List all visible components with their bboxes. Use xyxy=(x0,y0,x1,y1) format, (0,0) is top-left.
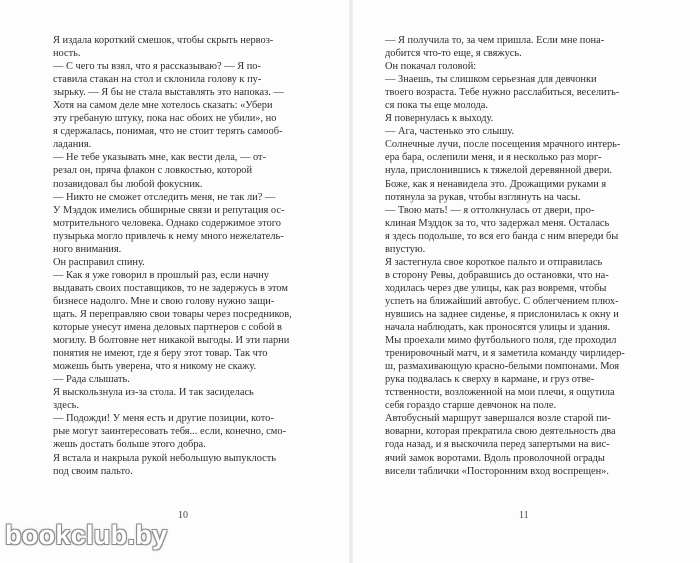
left-page-text xyxy=(53,34,315,478)
text-line: выдавать своих поставщиков, то не задержусь в этом xyxy=(53,282,289,294)
text-line: бизнесе надолго. Мне и свою голову нужно защи- xyxy=(53,295,275,307)
text-line: потянула за рукав, чтобы взглянуть на часы. xyxy=(385,191,581,203)
text-line: я сдержалась, понимая, что не стоит терять самооб- xyxy=(53,126,283,138)
text-line: тренировочный матч, и я заметила команду чирлидер- xyxy=(385,348,625,360)
text-line: ера бара, ослепили меня, и я несколько раз морг- xyxy=(385,152,602,164)
text-line: — Ага, частенько это слышу. xyxy=(385,126,514,138)
text-line: рука подвалась к сверху в кармане, и груз отве- xyxy=(385,374,595,386)
right-page-number: 11 xyxy=(519,510,529,521)
text-line: Я встала и накрыла рукой небольшую выпуклость xyxy=(53,452,277,464)
right-page xyxy=(353,0,700,563)
text-line: эту гребаную штуку, пока нас обоих не убили», но xyxy=(53,113,277,125)
text-line: — Не тебе указывать мне, как вести дела, — от- xyxy=(53,152,267,164)
text-line: — Подожди! У меня есть и другие позиции, кото- xyxy=(53,413,274,425)
text-line: ш, размахивающую красно-белыми помпонами. Моя xyxy=(385,361,620,373)
text-line: года назад, и я выскочила перед запертыми на вис- xyxy=(385,439,610,451)
text-line: резал он, пряча флакон с ловкостью, которой xyxy=(53,165,253,177)
text-line: — С чего ты взял, что я рассказываю? — Я по- xyxy=(53,61,261,73)
text-line: Он покачал головой: xyxy=(385,61,477,73)
text-line: могилу. В болтовне нет никакой выгоды. И эти парни xyxy=(53,335,290,347)
text-line: Он расправил спину. xyxy=(53,256,145,268)
watermark: bookclub.by xyxy=(5,520,168,550)
text-line: Я издала короткий смешок, чтобы скрыть нервоз- xyxy=(53,35,274,46)
text-line: Я выскользнула из-за стола. И так засиделась xyxy=(53,387,254,399)
text-line: под своим пальто. xyxy=(53,465,133,477)
text-line: — Знаешь, ты слишком серьезная для девчонки xyxy=(385,74,597,86)
left-page-number: 10 xyxy=(178,510,188,521)
text-line: мотрительного человека. Однако содержимое этого xyxy=(53,217,281,229)
text-line: ного внимания. xyxy=(53,243,122,255)
text-line: здесь. xyxy=(53,400,80,412)
text-line: воварни, которая прекратила свою деятельность два xyxy=(385,426,616,438)
text-line: нувшись на заднее сиденье, я прислонилась к окну и xyxy=(385,308,619,320)
text-line: — Твою мать! — я оттолкнулась от двери, про- xyxy=(385,204,595,216)
text-line: ладания. xyxy=(53,139,92,151)
text-line: я здесь подольше, то вся его банда с ним впереди бы xyxy=(385,230,619,242)
text-line: — Я получила то, за чем пришла. Если мне пона- xyxy=(385,35,605,46)
text-line: понятия не имеют, где я беру этот товар. Так что xyxy=(53,348,268,360)
text-line: ячий замок воротами. Вдоль проволочной ограды xyxy=(385,452,605,464)
text-line: Хотя на самом деле мне хотелось сказать: «Убери xyxy=(53,100,273,112)
text-line: Автобусный маршрут завершался возле старой пи- xyxy=(385,413,611,425)
text-line: можешь быть уверена, что я никому не скажу. xyxy=(53,361,257,373)
right-page-text xyxy=(385,34,651,478)
text-line: зырьку. — Я бы не стала выставлять это напоказ. — xyxy=(53,87,284,99)
text-line: себя гораздо старше девчонок на поле. xyxy=(385,400,557,412)
text-line: — Как я уже говорил в прошлый раз, если начну xyxy=(53,269,269,281)
text-line: в сторону Ревы, добравшись до остановки, что на- xyxy=(385,269,609,281)
text-line: жешь достать больше этого добра. xyxy=(53,439,206,451)
text-line: ность. xyxy=(53,48,81,60)
text-line: Мы проехали мимо футбольного поля, где проходил xyxy=(385,335,617,347)
text-line: нула, прислонившись к тяжелой деревянной двери. xyxy=(385,165,612,177)
text-line: Я застегнула свое короткое пальто и отправилась xyxy=(385,256,603,268)
text-line: клиная Мэддок за то, что задержал меня. Осталась xyxy=(385,217,610,229)
text-line: Солнечные лучи, после посещения мрачного интерь- xyxy=(385,139,621,151)
text-line: ставила стакан на стол и склонила голову к пу- xyxy=(53,74,262,86)
text-line: Боже, как я ненавидела это. Дрожащими руками я xyxy=(385,178,607,190)
text-line: ходилась через две улицы, как раз вовремя, чтобы xyxy=(385,282,607,294)
text-line: рые могут заинтересовать тебя... если, конечно, смо- xyxy=(53,426,287,438)
text-line: ся пока ты еще молода. xyxy=(385,100,488,112)
text-line: твоего возраста. Тебе нужно расслабиться, веселить- xyxy=(385,87,620,99)
text-line: Я повернулась к выходу. xyxy=(385,113,494,125)
text-line: добится что-то еще, я свяжусь. xyxy=(385,48,522,60)
text-line: — Рада слышать. xyxy=(53,374,130,386)
text-line: щать. Я переправляю свои товары через посредников, xyxy=(53,308,292,320)
text-line: тственности, возложенной на мои плечи, я ощутила xyxy=(385,387,615,399)
text-line: впустую. xyxy=(385,243,426,255)
text-line: У Мэддок имелись обширные связи и репутация ос- xyxy=(53,204,285,216)
left-page xyxy=(0,0,349,563)
text-line: которые унесут имена деловых партнеров с собой в xyxy=(53,322,282,334)
text-line: начала наблюдать, как проносятся улицы и здания. xyxy=(385,322,611,334)
text-line: успеть на ближайший автобус. С облегчением плюх- xyxy=(385,295,619,307)
text-line: висели таблички «Посторонним вход воспрещен». xyxy=(385,465,609,477)
text-line: позавидовал бы любой фокусник. xyxy=(53,178,203,190)
text-line: — Никто не сможет отследить меня, не так ли? — xyxy=(53,191,276,203)
text-line: пузырька могло привлечь к нему много нежелатель- xyxy=(53,230,284,242)
